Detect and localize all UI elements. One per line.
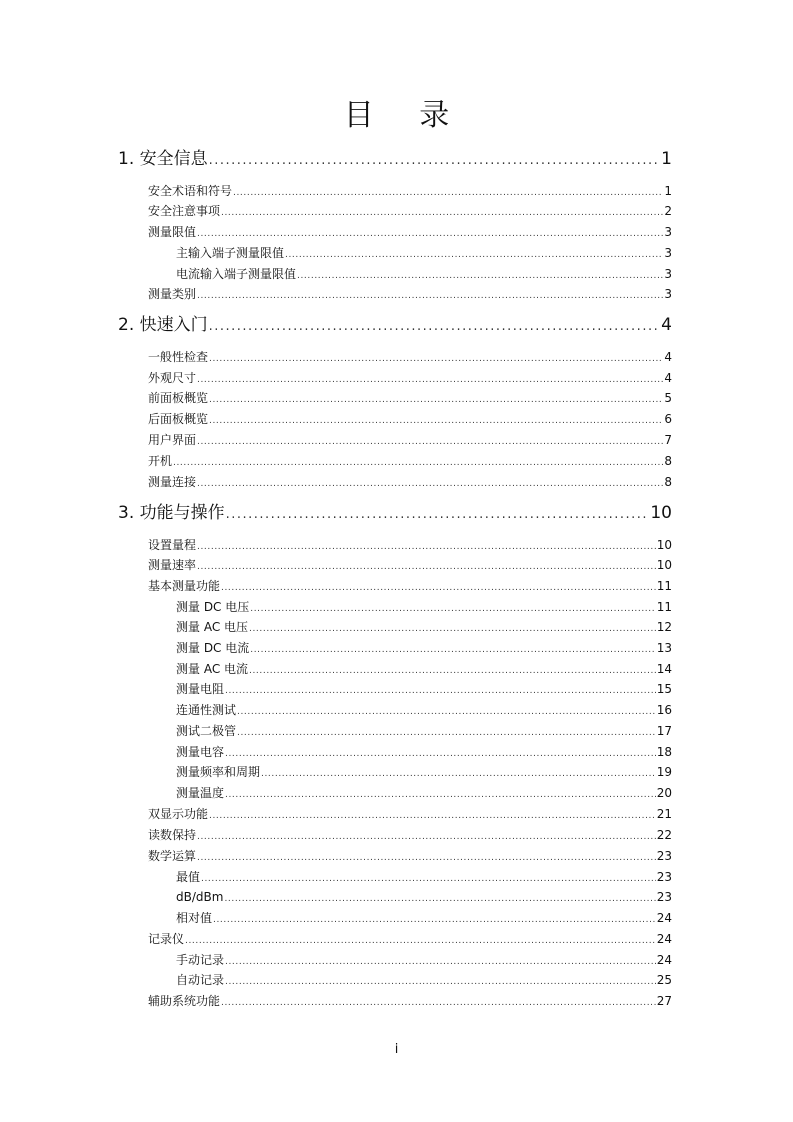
toc-entry-label: 安全术语和符号 [148,184,233,198]
toc-leader-dots [185,933,656,949]
toc-entry-label: 安全注意事项 [148,204,221,218]
toc-entry-page: 3 [664,225,672,239]
toc-entry[interactable] [148,806,672,824]
toc-entry[interactable] [148,453,672,471]
toc-entry-page: 13 [656,641,672,655]
toc-entry[interactable] [148,183,672,201]
toc-entry[interactable] [148,578,672,596]
toc-leader-dots [209,413,663,429]
toc-entry-page: 11 [656,600,672,614]
toc-entry[interactable] [176,910,672,928]
toc-entry[interactable] [148,411,672,429]
toc-entry[interactable] [148,993,672,1011]
toc-leader-dots [225,683,656,699]
toc-leader-dots [261,766,656,782]
toc-entry[interactable] [118,148,672,172]
toc-leader-dots [209,808,656,824]
toc-entry-page: 8 [664,454,672,468]
toc-entry[interactable] [148,203,672,221]
toc-entry-page: 23 [656,870,672,884]
toc-entry-page: 17 [656,724,672,738]
toc-entry-label: 外观尺寸 [148,371,197,385]
toc-entry[interactable] [118,502,672,526]
toc-entry-label: 前面板概览 [148,391,209,405]
toc-entry[interactable] [176,744,672,762]
toc-leader-dots [197,850,656,866]
toc-leader-dots [197,829,656,845]
toc-entry-label: 电流输入端子测量限值 [176,267,297,281]
toc-entry-label: 设置量程 [148,538,197,552]
toc-entry-page: 7 [664,433,672,447]
toc-leader-dots [213,912,656,928]
toc-entry-label: 自动记录 [176,973,225,987]
toc-entry-page: 25 [656,973,672,987]
toc-entry[interactable] [176,619,672,637]
toc-leader-dots [225,954,656,970]
page-number: i [394,1042,399,1057]
toc-entry-page: 14 [656,662,672,676]
toc-leader-dots [209,150,661,172]
toc-leader-dots [209,392,663,408]
toc-entry-label: 1. 安全信息 [118,149,208,169]
toc-entry[interactable] [148,537,672,555]
toc-entry-page: 22 [656,828,672,842]
toc-leader-dots [237,704,656,720]
toc-entry[interactable] [176,785,672,803]
toc-leader-dots [197,372,663,388]
toc-leader-dots [285,247,663,263]
toc-entry-label: 开机 [148,454,173,468]
toc-entry-page: 4 [664,371,672,385]
toc-leader-dots [226,504,650,526]
toc-entry[interactable] [148,848,672,866]
toc-entry-page: 3 [664,246,672,260]
toc-entry-page: 3 [664,267,672,281]
toc-entry[interactable] [176,661,672,679]
toc-entry-label: 测量限值 [148,225,197,239]
toc-entry-page: 21 [656,807,672,821]
toc-entry[interactable] [176,681,672,699]
toc-entry-label: 手动记录 [176,953,225,967]
toc-leader-dots [197,288,663,304]
toc-entry-label: 测量 AC 电压 [176,620,249,634]
toc-leader-dots [197,559,656,575]
toc-entry-label: 主输入端子测量限值 [176,246,285,260]
toc-entry[interactable] [176,245,672,263]
toc-leader-dots [249,663,656,679]
toc-leader-dots [233,185,663,201]
toc-entry-page: 3 [664,287,672,301]
toc-entry[interactable] [148,224,672,242]
toc-entry-label: 测量 DC 电压 [176,600,250,614]
toc-leader-dots [197,539,656,555]
toc-entry-page: 11 [656,579,672,593]
toc-entry[interactable] [148,557,672,575]
toc-entry-page: 1 [664,184,672,198]
toc-entry[interactable] [148,370,672,388]
toc-entry-label: 读数保持 [148,828,197,842]
toc-entry-label: 记录仪 [148,932,185,946]
toc-entry-page: 15 [656,682,672,696]
toc-entry-page: 2 [664,204,672,218]
toc-entry-label: 测量频率和周期 [176,765,261,779]
toc-leader-dots [249,621,656,637]
toc-entry-label: 3. 功能与操作 [118,503,225,523]
toc-leader-dots [225,746,656,762]
toc-entry-page: 10 [656,538,672,552]
toc-entry-page: 8 [664,475,672,489]
toc-leader-dots [250,601,655,617]
toc-leader-dots [221,205,663,221]
toc-entry-label: 后面板概览 [148,412,209,426]
toc-leader-dots [225,787,656,803]
toc-entry-page: 6 [664,412,672,426]
toc-leader-dots [224,891,655,907]
toc-entry-page: 19 [656,765,672,779]
toc-leader-dots [197,226,663,242]
toc-entry-page: 1 [661,149,672,169]
toc-entry-page: 24 [656,932,672,946]
toc-entry[interactable] [176,266,672,284]
toc-leader-dots [221,995,656,1011]
toc-entry-page: 23 [656,849,672,863]
toc-leader-dots [209,316,661,338]
toc-entry-label: 最值 [176,870,201,884]
toc-entry-label: 测量 DC 电流 [176,641,250,655]
toc-leader-dots [250,642,655,658]
toc-entry[interactable] [148,349,672,367]
toc-entry[interactable] [176,952,672,970]
toc-entry-page: 16 [656,703,672,717]
toc-leader-dots [297,268,663,284]
toc-entry-label: 双显示功能 [148,807,209,821]
toc-entry[interactable] [148,474,672,492]
toc-entry[interactable] [176,764,672,782]
toc-entry-label: 测量 AC 电流 [176,662,249,676]
toc-entry[interactable] [148,827,672,845]
toc-entry-label: 2. 快速入门 [118,315,208,335]
toc-entry[interactable] [176,640,672,658]
toc-entry-page: 20 [656,786,672,800]
toc-entry-label: 测量电容 [176,745,225,759]
toc-entry-page: 27 [656,994,672,1008]
toc-entry-page: 4 [664,350,672,364]
toc-entry-label: 辅助系统功能 [148,994,221,1008]
toc-leader-dots [225,974,656,990]
toc-leader-dots [209,351,663,367]
toc-entry-label: 数学运算 [148,849,197,863]
toc-entry-page: 18 [656,745,672,759]
toc-entry[interactable] [118,314,672,338]
toc-leader-dots [201,871,656,887]
toc-entry[interactable] [148,390,672,408]
toc-entry-label: 测量连接 [148,475,197,489]
toc-entry[interactable] [176,972,672,990]
toc-leader-dots [173,455,663,471]
toc-entry-label: 测量速率 [148,558,197,572]
page-title: 目 录 [343,98,468,133]
toc-entry-page: 24 [656,953,672,967]
toc-entry-label: 用户界面 [148,433,197,447]
toc-leader-dots [197,476,663,492]
toc-entry-label: 测量温度 [176,786,225,800]
toc-entry-label: 测量类别 [148,287,197,301]
toc-entry-page: 23 [656,890,672,904]
toc-leader-dots [237,725,656,741]
toc-entry[interactable] [176,869,672,887]
toc-entry[interactable] [176,723,672,741]
toc-entry-page: 4 [661,315,672,335]
toc-entry-page: 10 [650,503,672,523]
toc-entry[interactable] [148,286,672,304]
toc-entry[interactable] [176,889,672,907]
toc-entry[interactable] [148,931,672,949]
toc-entry[interactable] [176,599,672,617]
toc-entry-label: dB/dBm [176,890,224,904]
toc-entry-label: 连通性测试 [176,703,237,717]
toc-entry[interactable] [176,702,672,720]
toc-entry-label: 一般性检查 [148,350,209,364]
toc-entry-page: 5 [664,391,672,405]
toc-leader-dots [197,434,663,450]
toc-entry[interactable] [148,432,672,450]
toc-leader-dots [221,580,656,596]
toc-entry-label: 基本测量功能 [148,579,221,593]
toc-entry-page: 24 [656,911,672,925]
toc-entry-label: 测试二极管 [176,724,237,738]
toc-entry-page: 12 [656,620,672,634]
toc-entry-label: 相对值 [176,911,213,925]
toc-entry-page: 10 [656,558,672,572]
toc-entry-label: 测量电阻 [176,682,225,696]
